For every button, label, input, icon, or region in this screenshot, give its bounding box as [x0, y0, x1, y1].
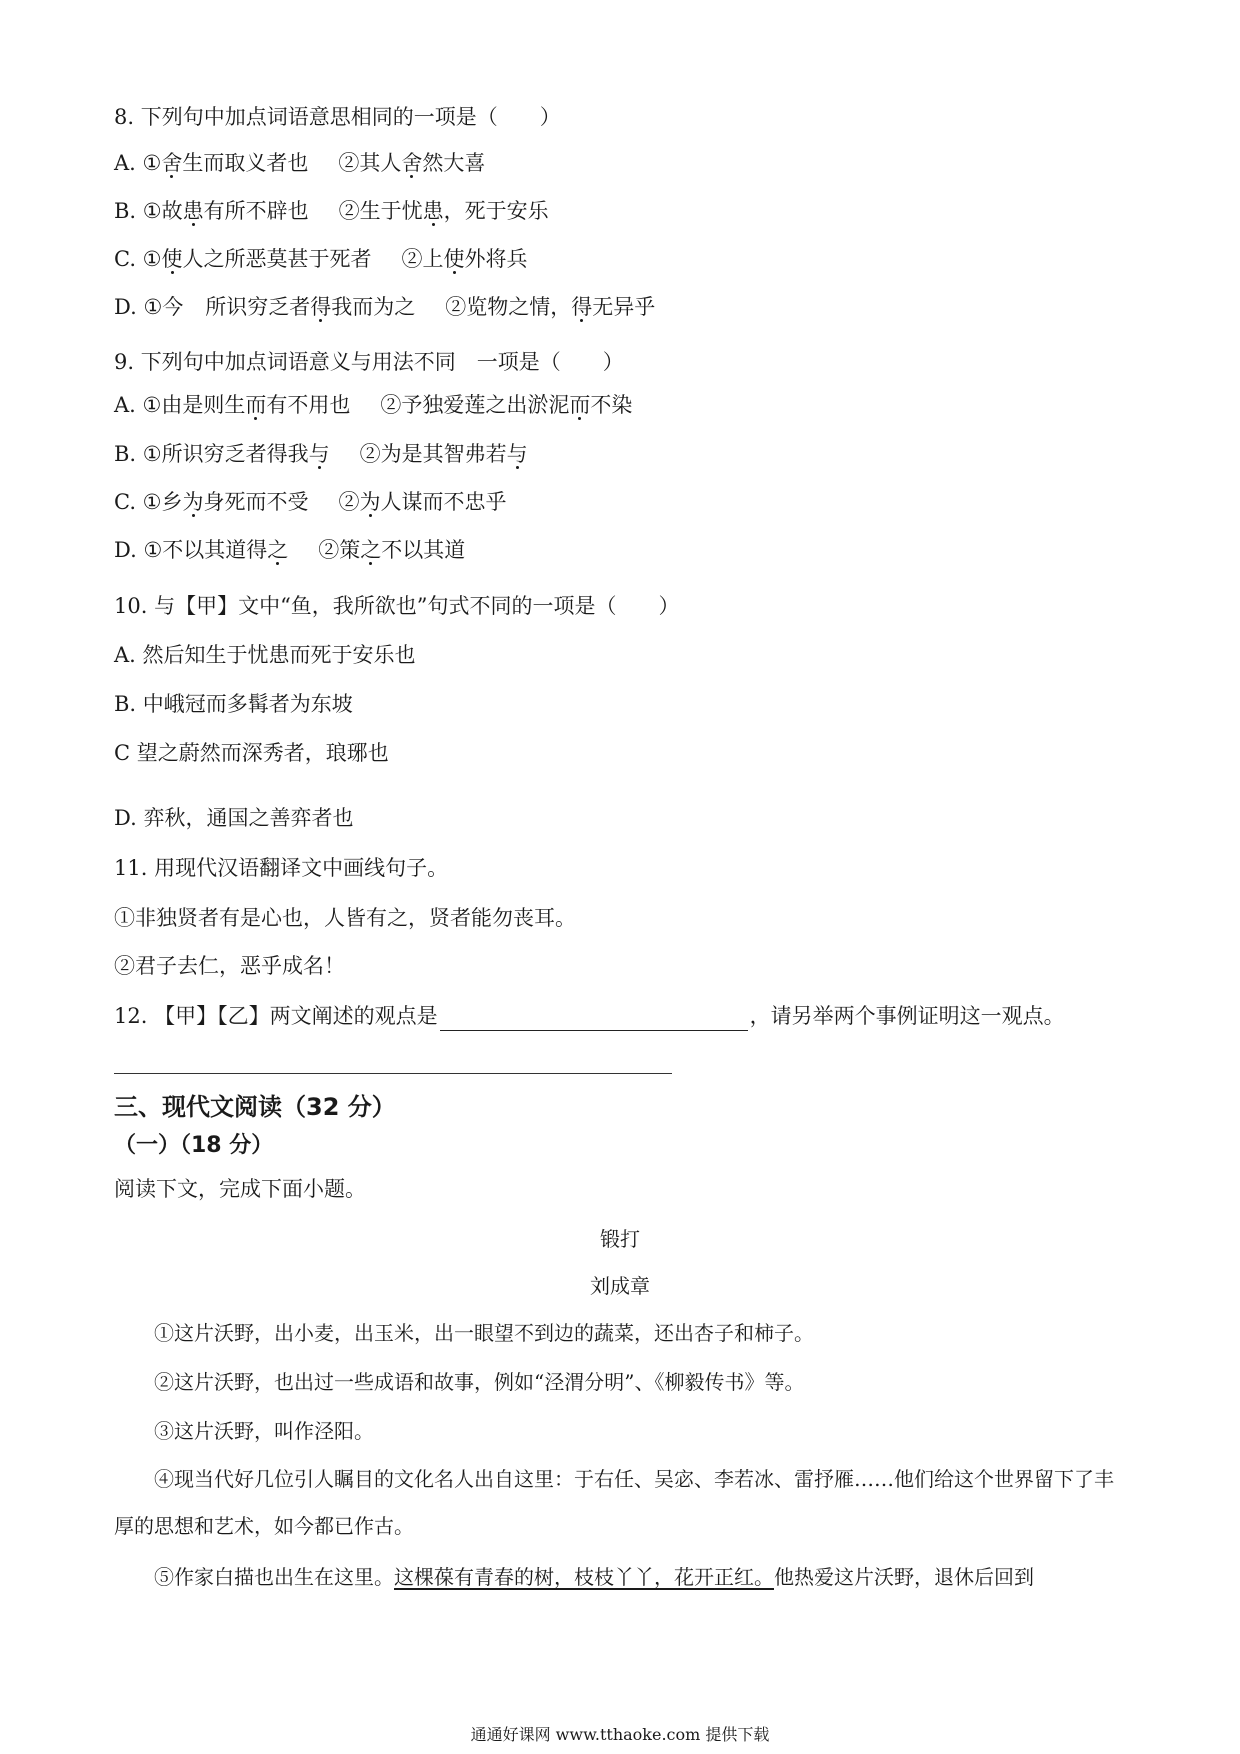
reading-instruction: 阅读下文，完成下面小题。: [114, 1177, 366, 1201]
q11-stem: 11. 用现代汉语翻译文中画线句子。: [114, 856, 449, 880]
subsection-heading: （一）（18 分）: [114, 1133, 274, 1158]
article-author: 刘成章: [590, 1274, 650, 1298]
q11-sentence-1: ①非独贤者有是心也，人皆有之，贤者能勿丧耳。: [114, 906, 576, 930]
section-heading: 三、现代文阅读（32 分）: [114, 1093, 396, 1121]
answer-rule-line: [114, 1073, 672, 1074]
q9-option-c: C. ①乡为身死而不受 ②为人谋而不忠乎: [114, 490, 507, 514]
q11-sentence-2: ②君子去仁，恶乎成名！: [114, 954, 345, 978]
q8-option-d: D. ①今 所识穷乏者得我而为之 ②览物之情，得无异乎: [114, 295, 656, 319]
underlined-sentence: 这棵葆有青春的树，枝枝丫丫，花开正红。: [394, 1565, 774, 1589]
q9-option-a: A. ①由是则生而有不用也 ②予独爱莲之出淤泥而不染: [114, 393, 633, 417]
q10-option-c: C 望之蔚然而深秀者，琅琊也: [114, 741, 389, 765]
q8-stem: 8. 下列句中加点词语意思相同的一项是（ ）: [114, 105, 561, 129]
article-title: 锻打: [600, 1227, 640, 1251]
q10-option-a: A. 然后知生于忧患而死于安乐也: [114, 643, 416, 667]
paragraph-1: ①这片沃野，出小麦，出玉米，出一眼望不到边的蔬菜，还出杏子和柿子。: [154, 1321, 814, 1345]
q8-option-b: B. ①故患有所不辟也 ②生于忧患，死于安乐: [114, 199, 549, 223]
q10-stem: 10. 与【甲】文中“鱼，我所欲也”句式不同的一项是（ ）: [114, 594, 680, 618]
q8-option-a: A. ①舍生而取义者也 ②其人舍然大喜: [114, 151, 486, 175]
q10-option-d: D. 弈秋，通国之善弈者也: [114, 806, 354, 830]
q9-stem: 9. 下列句中加点词语意义与用法不同 一项是（ ）: [114, 350, 624, 374]
paragraph-4: ④现当代好几位引人瞩目的文化名人出自这里：于右任、吴宓、李若冰、雷抒雁……他们给这个世界留下了丰厚的思想和艺术，如今都已作古。: [114, 1467, 1114, 1538]
q9-option-b: B. ①所识穷乏者得我与 ②为是其智弗若与: [114, 442, 528, 466]
q10-option-b: B. 中峨冠而多髯者为东坡: [114, 692, 353, 716]
q12-answer-blank[interactable]: [440, 1008, 748, 1031]
page-footer: 通通好课网 www.tthaoke.com 提供下载: [470, 1725, 770, 1744]
paragraph-3: ③这片沃野，叫作泾阳。: [154, 1419, 374, 1443]
paragraph-5: ⑤作家白描也出生在这里。这棵葆有青春的树，枝枝丫丫，花开正红。他热爱这片沃野，退休后回到: [154, 1565, 1034, 1589]
paragraph-2: ②这片沃野，也出过一些成语和故事，例如“泾渭分明”、《柳毅传书》等。: [154, 1370, 805, 1394]
q9-option-d: D. ①不以其道得之 ②策之不以其道: [114, 538, 466, 562]
q12-stem: 12. 【甲】【乙】两文阐述的观点是 ，请另举两个事例证明这一观点。: [114, 1001, 1065, 1031]
q8-option-c: C. ①使人之所恶莫甚于死者 ②上使外将兵: [114, 247, 528, 271]
